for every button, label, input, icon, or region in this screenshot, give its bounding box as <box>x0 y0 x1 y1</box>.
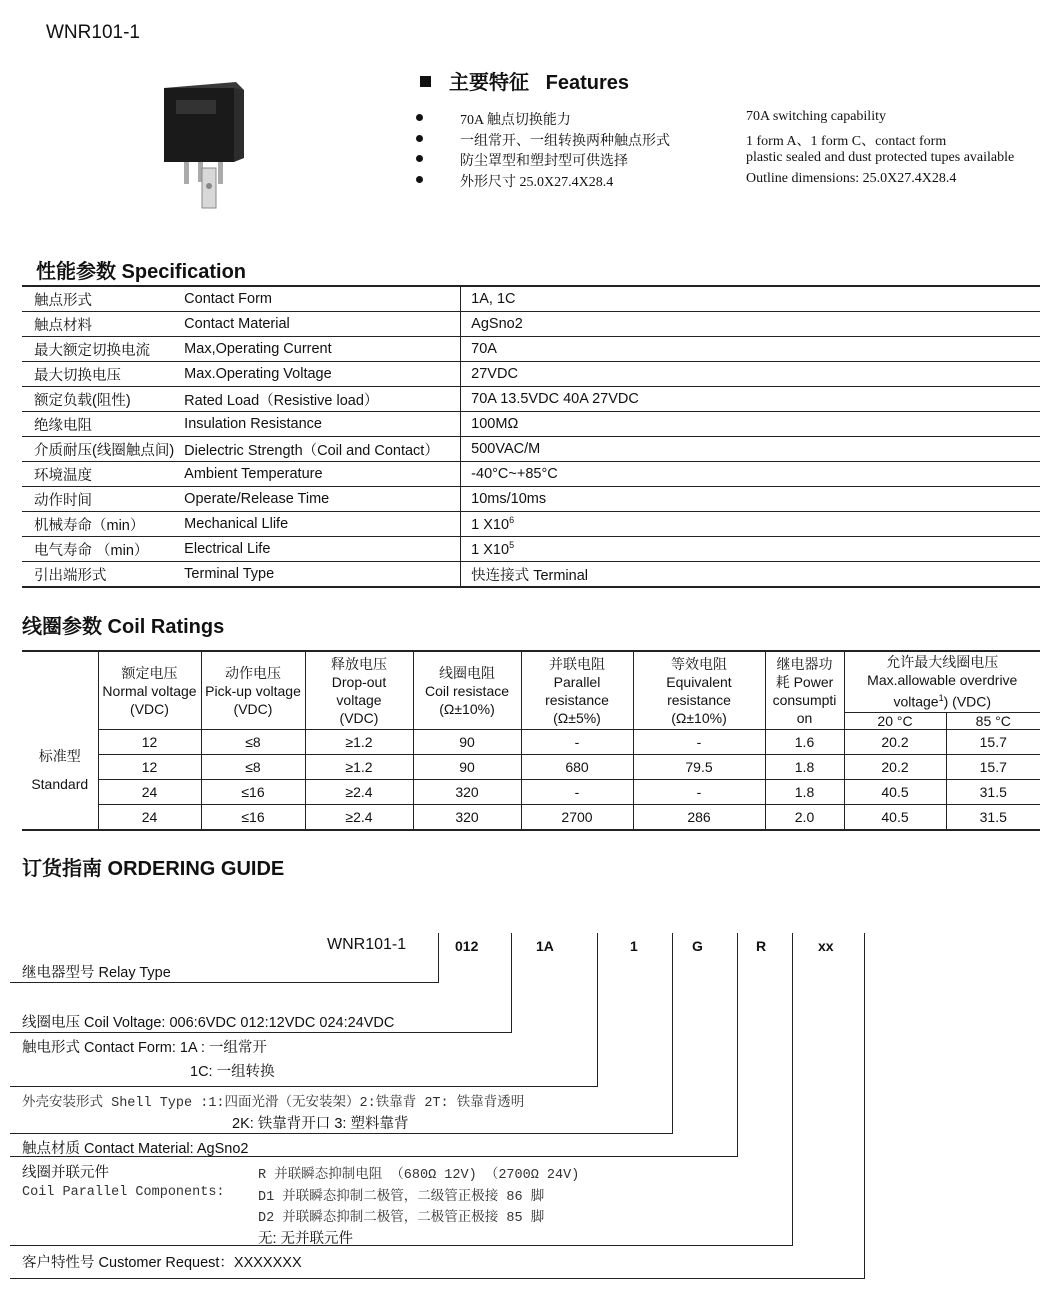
coil-cell: 31.5 <box>946 805 1040 831</box>
standard-type-cell: 标准型 Standard <box>22 651 98 830</box>
spec-label-en: Dielectric Strength（Coil and Contact） <box>174 437 461 462</box>
coil-cell: 2700 <box>521 805 633 831</box>
coil-cell: 15.7 <box>946 755 1040 780</box>
spec-row <box>22 337 1040 362</box>
ordering-code: 012 <box>455 938 479 954</box>
coil-cell: 24 <box>98 780 201 805</box>
coil-cell: 20.2 <box>844 755 946 780</box>
spec-label-en: Mechanical Llife <box>174 512 461 537</box>
ordering-heading: 订货指南 ORDERING GUIDE <box>22 858 285 880</box>
coil-cell: ≥1.2 <box>305 755 413 780</box>
coil-cell: 40.5 <box>844 780 946 805</box>
coil-header: 等效电阻 Equivalent resistance (Ω±10%) <box>633 651 765 730</box>
coil-cell: 320 <box>413 805 521 831</box>
shell-type-label-2: 2K: 铁靠背开口 3: 塑料靠背 <box>232 1116 409 1132</box>
coil-cell: ≤8 <box>201 730 305 755</box>
model-title: WNR101-1 <box>46 22 140 43</box>
spec-label-en: Max.Operating Voltage <box>174 362 461 387</box>
coil-parallel-d2: D2 并联瞬态抑制二极管，二极管正极接 85 脚 <box>258 1211 545 1226</box>
spec-row <box>22 312 1040 337</box>
spec-value: 10ms/10ms <box>461 487 1040 512</box>
spec-label-cn: 电气寿命 （min） <box>22 537 174 562</box>
bullet-icon <box>416 176 423 183</box>
spec-label-cn: 最大切换电压 <box>22 362 174 387</box>
bullet-icon <box>416 135 423 142</box>
coil-cell: 24 <box>98 805 201 831</box>
specification-table <box>22 285 1040 588</box>
shell-type-label: 外壳安装形式 Shell Type :1:四面光滑（无安装架）2:铁靠背 2T: 铁靠背透明 <box>22 1096 525 1111</box>
spec-label-cn: 触点形式 <box>22 286 174 312</box>
coil-voltage-label: 线圈电压 Coil Voltage: 006:6VDC 012:12VDC 024:24VDC <box>22 1015 395 1031</box>
spec-label-en: Terminal Type <box>174 562 461 588</box>
spec-label-en: Insulation Resistance <box>174 412 461 437</box>
coil-cell: 2.0 <box>765 805 844 831</box>
spec-label-cn: 绝缘电阻 <box>22 412 174 437</box>
spec-value: 70A <box>461 337 1040 362</box>
coil-cell: 12 <box>98 730 201 755</box>
spec-label-cn: 环境温度 <box>22 462 174 487</box>
coil-cell: 79.5 <box>633 755 765 780</box>
bullet-icon <box>416 155 423 162</box>
spec-label-cn: 引出端形式 <box>22 562 174 588</box>
coil-row <box>22 780 1040 805</box>
spec-value: 100MΩ <box>461 412 1040 437</box>
coil-cell: 320 <box>413 780 521 805</box>
spec-row <box>22 562 1040 588</box>
spec-row <box>22 437 1040 462</box>
contact-form-label-2: 1C: 一组转换 <box>190 1064 275 1080</box>
coil-cell: 1.8 <box>765 780 844 805</box>
spec-row <box>22 412 1040 437</box>
coil-cell: 286 <box>633 805 765 831</box>
specification-heading: 性能参数 Specification <box>36 261 247 283</box>
coil-cell: 20.2 <box>844 730 946 755</box>
spec-label-cn: 最大额定切换电流 <box>22 337 174 362</box>
coil-cell: 1.6 <box>765 730 844 755</box>
features-heading <box>420 66 629 95</box>
coil-heading: 线圈参数 Coil Ratings <box>22 616 225 638</box>
coil-header: 线圈电阻 Coil resistace (Ω±10%) <box>413 651 521 730</box>
spec-label-en: Electrical Life <box>174 537 461 562</box>
features-heading-cn: 主要特征 <box>449 72 529 94</box>
spec-value: 1A, 1C <box>461 286 1040 312</box>
coil-cell: ≤16 <box>201 805 305 831</box>
coil-header: 释放电压 Drop-out voltage (VDC) <box>305 651 413 730</box>
coil-cell: 90 <box>413 755 521 780</box>
spec-row <box>22 487 1040 512</box>
coil-ratings-table <box>22 650 1040 831</box>
coil-parallel-none: 无: 无并联元件 <box>258 1231 354 1247</box>
spec-label-en: Max,Operating Current <box>174 337 461 362</box>
spec-value: 70A 13.5VDC 40A 27VDC <box>461 387 1040 412</box>
spec-label-en: Ambient Temperature <box>174 462 461 487</box>
bullet-icon <box>416 114 423 121</box>
coil-row <box>22 755 1040 780</box>
coil-parallel-r: R 并联瞬态抑制电阻 （680Ω 12V) （2700Ω 24V) <box>258 1168 580 1183</box>
temp-header: 85 °C <box>946 713 1040 730</box>
spec-row <box>22 462 1040 487</box>
spec-value: AgSno2 <box>461 312 1040 337</box>
coil-row <box>22 730 1040 755</box>
spec-value: 27VDC <box>461 362 1040 387</box>
ordering-code: R <box>756 938 767 954</box>
coil-parallel-label-cn: 线圈并联元件 <box>22 1165 109 1181</box>
spec-label-en: Contact Form <box>174 286 461 312</box>
coil-cell: 12 <box>98 755 201 780</box>
spec-value: 快连接式 Terminal <box>461 562 1040 588</box>
coil-header: 动作电压 Pick-up voltage (VDC) <box>201 651 305 730</box>
coil-parallel-d1: D1 并联瞬态抑制二极管，二级管正极接 86 脚 <box>258 1190 545 1205</box>
ordering-code: 1A <box>536 938 554 954</box>
spec-value: 1 $X10^6$ <box>461 512 1040 537</box>
spec-value: 1 $X10^5$ <box>461 537 1040 562</box>
coil-cell: - <box>521 730 633 755</box>
customer-request-label: 客户特性号 Customer Request：XXXXXXX <box>22 1255 302 1271</box>
spec-label-cn: 触点材料 <box>22 312 174 337</box>
contact-material-label: 触点材质 Contact Material: AgSno2 <box>22 1141 249 1157</box>
coil-cell: - <box>521 780 633 805</box>
coil-cell: 15.7 <box>946 730 1040 755</box>
contact-form-label: 触电形式 Contact Form: 1A : 一组常开 <box>22 1040 267 1056</box>
coil-cell: 1.8 <box>765 755 844 780</box>
coil-cell: 680 <box>521 755 633 780</box>
coil-cell: 40.5 <box>844 805 946 831</box>
spec-value: 500VAC/M <box>461 437 1040 462</box>
temp-header: 20 °C <box>844 713 946 730</box>
coil-cell: ≥1.2 <box>305 730 413 755</box>
coil-cell: ≤8 <box>201 755 305 780</box>
coil-cell: ≥2.4 <box>305 780 413 805</box>
spec-label-en: Rated Load（Resistive load） <box>174 387 461 412</box>
spec-value: -40°C~+85°C <box>461 462 1040 487</box>
spec-label-cn: 介质耐压(线圈触点间) <box>22 437 174 462</box>
spec-label-en: Contact Material <box>174 312 461 337</box>
coil-header: 额定电压 Normal voltage (VDC) <box>98 651 201 730</box>
coil-cell: 31.5 <box>946 780 1040 805</box>
spec-row <box>22 537 1040 562</box>
ordering-model: WNR101-1 <box>327 936 407 953</box>
relay-type-label: 继电器型号 Relay Type <box>22 965 171 981</box>
spec-label-cn: 动作时间 <box>22 487 174 512</box>
spec-label-cn: 机械寿命（min） <box>22 512 174 537</box>
coil-header: 并联电阻 Parallel resistance (Ω±5%) <box>521 651 633 730</box>
spec-row <box>22 362 1040 387</box>
spec-row <box>22 387 1040 412</box>
ordering-code: G <box>692 938 703 954</box>
overdrive-header: 允许最大线圈电压 Max.allowable overdrive voltage$^1$) (VDC) <box>844 651 1040 713</box>
coil-cell: 90 <box>413 730 521 755</box>
coil-cell: - <box>633 780 765 805</box>
coil-header: 继电器功 耗 Power consumpti on <box>765 651 844 730</box>
spec-row <box>22 286 1040 312</box>
ordering-code: 1 <box>630 938 638 954</box>
coil-parallel-label-en: Coil Parallel Components: <box>22 1185 225 1200</box>
spec-label-en: Operate/Release Time <box>174 487 461 512</box>
coil-row <box>22 805 1040 831</box>
features-heading-en: Features <box>545 72 630 94</box>
spec-row <box>22 512 1040 537</box>
coil-cell: ≥2.4 <box>305 805 413 831</box>
relay-product-image <box>158 78 248 218</box>
coil-cell: - <box>633 730 765 755</box>
coil-cell: ≤16 <box>201 780 305 805</box>
spec-label-cn: 额定负载(阻性) <box>22 387 174 412</box>
ordering-code: xx <box>818 938 834 954</box>
square-bullet-icon <box>420 76 431 87</box>
